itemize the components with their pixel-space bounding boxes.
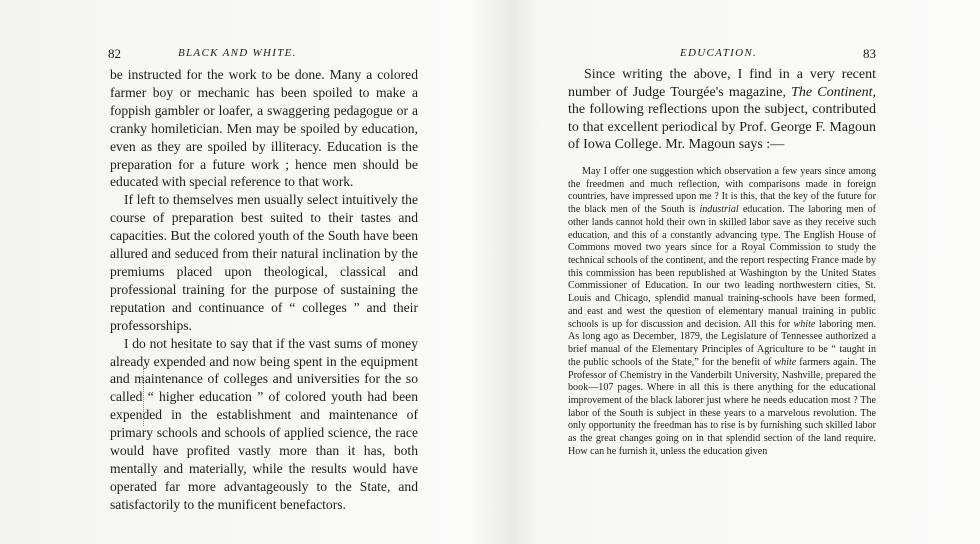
- intro-text-end: the following reflections upon the subject, contributed to that excellent periodical by Prof. George F. Magoun of Iowa College. Mr. Magoun says :—: [568, 102, 876, 153]
- quote-part-1: May I offer one suggestion which observation a few years since among the freedmen and much reflection, with comparisons made in foreign countries, have impressed upon me ? It is this, that the key of the future for the black men of the South is: [568, 166, 876, 216]
- quote-part-2: education. The laboring men of other lands cannot hold their own in skilled labor save as they receive such education, and this of a constantly advancing type. The English House of Commons moved two years since for a Royal Commission to study the technical schools of the continent, and the report respecting France made by this commission has been republished at Washington by the United States Commissioner of Education. In our two leading northwestern cities, St. Louis and Chicago, splendid manual training-schools have been formed, and east and west the question of elementary manual training in public schools is up for discussion and decision. All this for: [568, 204, 876, 330]
- left-page-header: [108, 46, 418, 64]
- block-quote: [568, 166, 876, 459]
- running-head-left: BLACK AND WHITE.: [178, 47, 297, 59]
- paragraph-3: I do not hesitate to say that if the vast sums of money already expended and now being spent in the equipment and maintenance of colleges and universities for the so called “ higher education ” of colored youth had been expended in the establishment and maintenance of primary schools and schools of applied science, the race would have profited vastly more than it has, both mentally and materially, while the results would have operated far more advantageously to the State, and satisfactorily to the munificent benefactors.: [110, 335, 418, 512]
- quote-italic-white-1: white: [793, 318, 816, 330]
- page-number-left: 82: [108, 46, 121, 61]
- right-page: [568, 0, 876, 544]
- margin-mark: [143, 366, 145, 426]
- page-number-right: 83: [863, 46, 876, 61]
- left-page-body: [110, 66, 418, 514]
- right-page-header: [568, 46, 876, 64]
- quote-italic-white-2: white: [774, 356, 797, 368]
- left-page: [108, 0, 418, 544]
- intro-paragraph: [568, 66, 876, 154]
- quote-part-3: laboring men. As long ago as December, 1879, the Legislature of Tennessee authorized a brief manual of the Elementary Principles of Agriculture to be “ taught in the public schools of the State,” for the benefit of: [568, 318, 876, 368]
- quote-italic-industrial: industrial: [699, 204, 739, 216]
- paragraph-2: If left to themselves men usually select intuitively the course of preparation best suited to their tastes and capacities. But the colored youth of the South have been allured and seduced from their natural inclination by the premiums placed upon theological, classical and professional training for the purpose of sustaining the reputation and continuance of “ colleges ” and their professorships.: [110, 192, 418, 333]
- quote-part-4: farmers again. The Professor of Chemistry in the Vanderbilt University, Nashville, prepared the book—107 pages. Where in all this is there anything for the educational improvement of the black laborer just where he needs education most ? The labor of the South is subject in these years to a marvelous revolution. The only opportunity the freedman has to rise is by furnishing such skilled labor as the great changes going on in that splendid section of the land require. How can he furnish it, unless the education given: [568, 356, 877, 457]
- running-head-right: EDUCATION.: [680, 47, 758, 59]
- intro-text-start: Since writing the above, I find in a very recent number of Judge Tourgée's magazine,: [568, 67, 876, 100]
- magazine-title: The Continent,: [791, 84, 876, 100]
- paragraph-1: be instructed for the work to be done. Many a colored farmer boy or mechanic has been spoiled to make a foppish gambler or loafer, a swaggering pedagogue or a cranky homiletician. Men may be spoiled by education, even as they are spoiled by illiteracy. Education is the preparation for a future work ; hence men should be educated with special reference to that work.: [110, 67, 418, 190]
